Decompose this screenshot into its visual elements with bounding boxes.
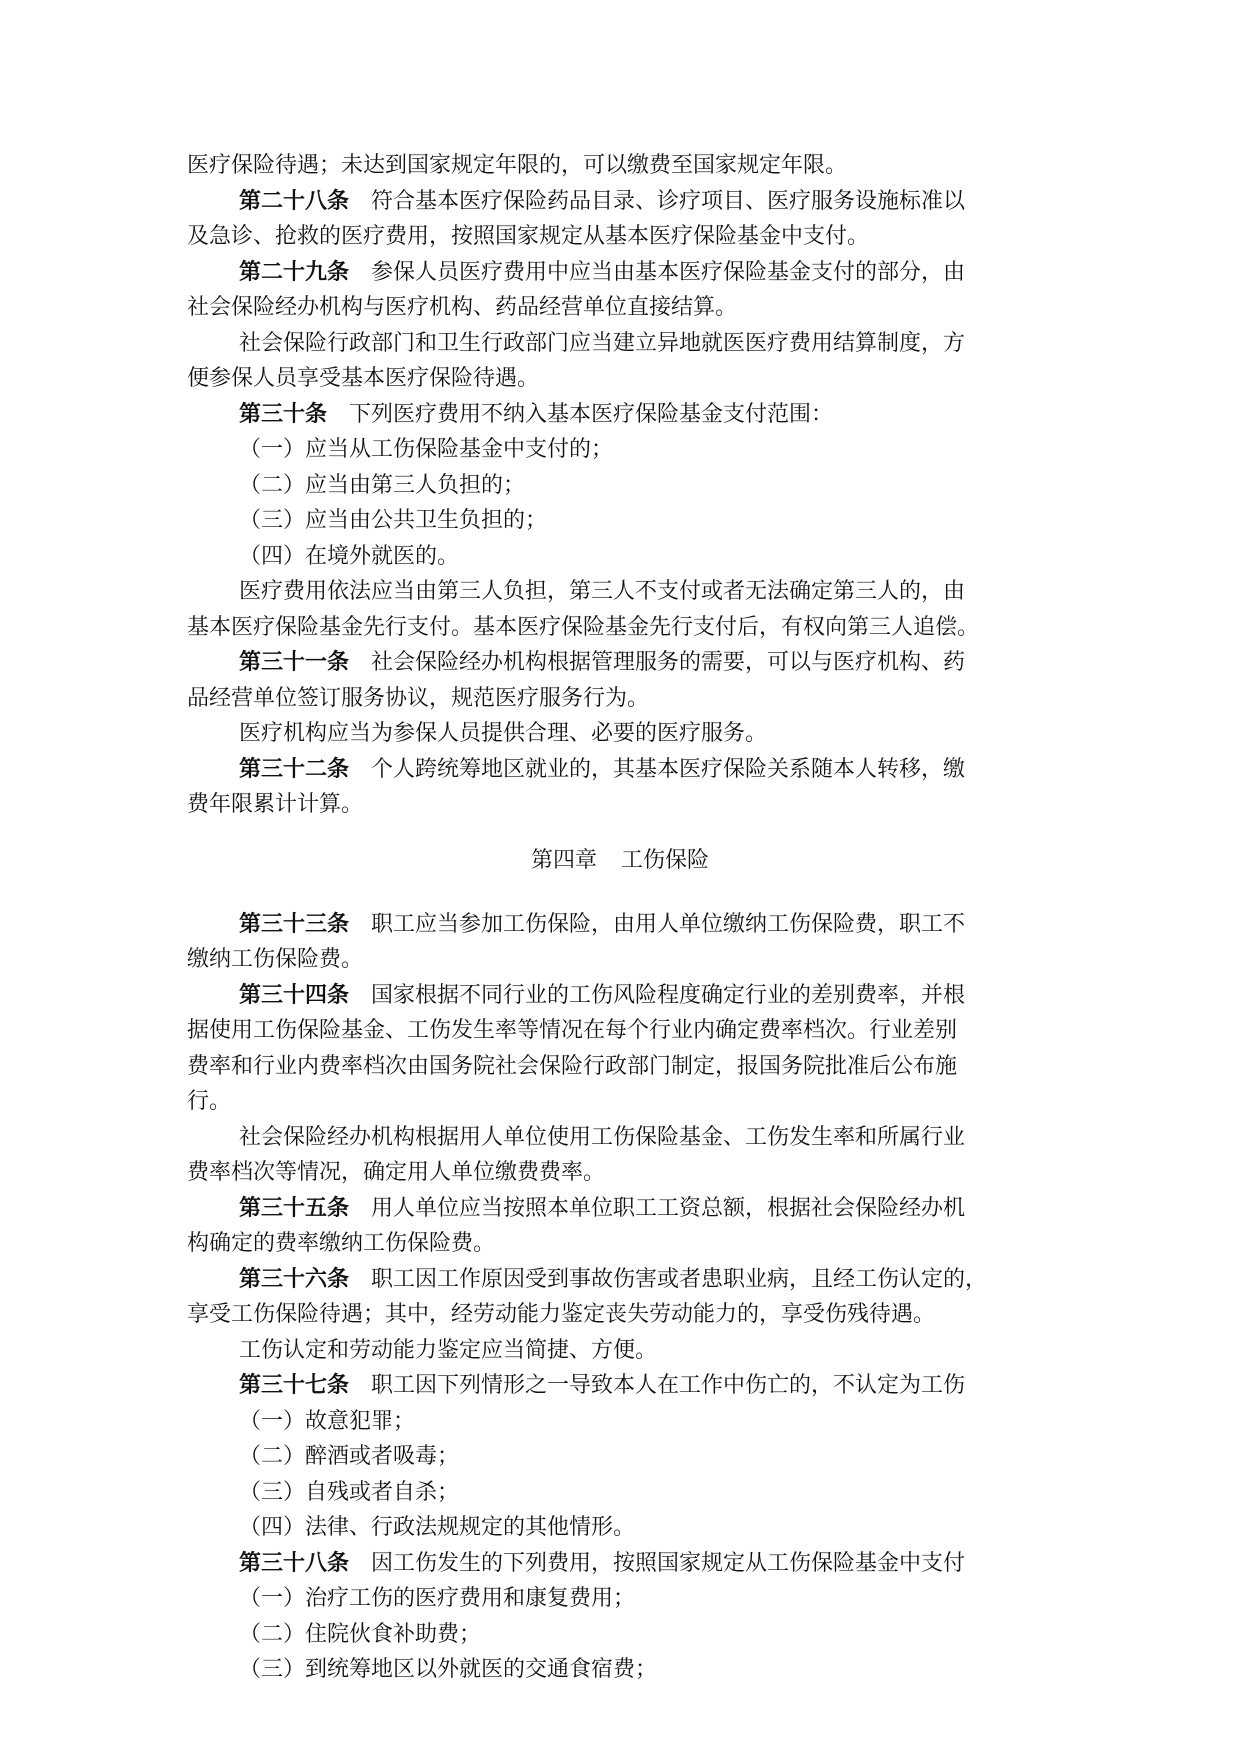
article-number: 第三十七条 [239,1372,350,1398]
text-line [187,1652,1053,1688]
line-text: 职工因工作原因受到事故伤害或者患职业病，且经工伤认定的， [371,1266,988,1292]
text-line [187,1120,1053,1156]
line-text: 用人单位应当按照本单位职工工资总额，根据社会保险经办机 [371,1195,966,1221]
document-body [187,148,1053,1688]
text-line [187,1191,1053,1227]
line-text: 构确定的费率缴纳工伤保险费。 [187,1231,496,1256]
text-line [187,255,1053,291]
text-line [187,645,1053,681]
text-line [187,290,1053,326]
line-text: （四）法律、行政法规规定的其他情形。 [239,1515,636,1540]
line-text: 国家根据不同行业的工伤风险程度确定行业的差别费率，并根 [371,982,966,1008]
text-line [187,1404,1053,1440]
line-text: （二）应当由第三人负担的； [239,472,526,498]
text-line [187,1013,1053,1049]
text-line [187,907,1053,943]
text-line [187,432,1053,468]
text-line [187,1155,1053,1191]
text-line [187,681,1053,717]
article-number: 第二十八条 [239,187,350,214]
line-text: 下列医疗费用不纳入基本医疗保险基金支付范围： [349,401,834,427]
line-text: 符合基本医疗保险药品目录、诊疗项目、医疗服务设施标准以 [371,188,966,214]
line-text: 费率档次等情况，确定用人单位缴费费率。 [187,1160,606,1185]
article-number: 第三十三条 [239,910,350,937]
text-line [187,610,1053,646]
line-text: 工伤认定和劳动能力鉴定应当简捷、方便。 [239,1337,658,1363]
text-line [187,978,1053,1014]
line-text: （一）治疗工伤的医疗费用和康复费用； [239,1586,636,1611]
text-line [187,1581,1053,1617]
line-text: 品经营单位签订服务协议，规范医疗服务行为。 [187,685,650,711]
chapter-title: 工伤保险 [621,847,710,873]
chapter-heading [187,843,1053,879]
text-line [187,574,1053,610]
article-number: 第三十二条 [239,755,350,782]
text-line [187,942,1053,978]
text-line [187,184,1053,220]
text-line [187,326,1053,362]
line-text: 个人跨统筹地区就业的，其基本医疗保险关系随本人转移，缴 [371,756,966,782]
text-line [187,397,1053,433]
line-text: （二）醉酒或者吸毒； [239,1444,460,1469]
text-block-medical-insurance [187,148,1053,823]
line-text: 费率和行业内费率档次由国务院社会保险行政部门制定，报国务院批准后公布施 [187,1053,958,1079]
line-text: （一）故意犯罪； [239,1408,416,1434]
text-line [187,219,1053,255]
text-line [187,1510,1053,1546]
line-text: （三）应当由公共卫生负担的； [239,508,548,533]
article-number: 第三十六条 [239,1265,350,1292]
text-line [187,787,1053,823]
text-line [187,148,1053,184]
line-text: （三）自残或者自杀； [239,1479,460,1505]
line-text: 医疗机构应当为参保人员提供合理、必要的医疗服务。 [239,721,768,746]
article-number: 第三十八条 [239,1549,350,1576]
line-text: （四）在境外就医的。 [239,543,460,569]
line-text: 参保人员医疗费用中应当由基本医疗保险基金支付的部分，由 [371,259,966,285]
line-text: 职工应当参加工伤保险，由用人单位缴纳工伤保险费，职工不 [371,911,966,937]
line-text: 社会保险经办机构根据用人单位使用工伤保险基金、工伤发生率和所属行业 [239,1124,966,1150]
line-text: 医疗保险待遇；未达到国家规定年限的，可以缴费至国家规定年限。 [187,153,848,178]
line-text: 职工因下列情形之一导致本人在工作中伤亡的，不认定为工伤 [371,1373,966,1398]
text-line [187,539,1053,575]
text-block-work-injury-insurance [187,907,1053,1688]
line-text: 便参保人员享受基本医疗保险待遇。 [187,366,540,391]
text-line [187,503,1053,539]
text-line [187,1439,1053,1475]
line-text: 费年限累计计算。 [187,792,364,817]
line-text: 社会保险经办机构与医疗机构、药品经营单位直接结算。 [187,295,738,320]
line-text: 医疗费用依法应当由第三人负担，第三人不支付或者无法确定第三人的，由 [239,579,966,604]
text-line [187,1368,1053,1404]
text-line [187,1226,1053,1262]
chapter-number: 第四章 [530,847,597,873]
line-text: 因工伤发生的下列费用，按照国家规定从工伤保险基金中支付 [371,1550,966,1576]
line-text: （三）到统筹地区以外就医的交通食宿费； [239,1657,658,1682]
article-number: 第三十五条 [239,1194,350,1221]
article-number: 第三十一条 [239,649,350,675]
text-line [187,1262,1053,1298]
text-line [187,1333,1053,1369]
text-line [187,1297,1053,1333]
line-text: （二）住院伙食补助费； [239,1621,482,1647]
article-number: 第三十条 [239,400,328,427]
text-line [187,361,1053,397]
text-line [187,1084,1053,1120]
line-text: 社会保险行政部门和卫生行政部门应当建立异地就医医疗费用结算制度，方 [239,330,966,356]
text-line [187,752,1053,788]
line-text: 社会保险经办机构根据管理服务的需要，可以与医疗机构、药 [371,650,966,675]
line-text: 据使用工伤保险基金、工伤发生率等情况在每个行业内确定费率档次。行业差别 [187,1018,958,1043]
text-line [187,716,1053,752]
article-number: 第二十九条 [239,258,350,285]
article-number: 第三十四条 [239,981,350,1008]
line-text: 缴纳工伤保险费。 [187,947,364,972]
line-text: 及急诊、抢救的医疗费用，按照国家规定从基本医疗保险基金中支付。 [187,224,870,249]
line-text: 享受工伤保险待遇；其中，经劳动能力鉴定丧失劳动能力的，享受伤残待遇。 [187,1302,936,1327]
line-text: 行。 [187,1089,232,1114]
text-line [187,1475,1053,1511]
line-text: 基本医疗保险基金先行支付。基本医疗保险基金先行支付后，有权向第三人追偿。 [187,614,980,640]
text-line [187,1546,1053,1582]
text-line [187,1049,1053,1085]
text-line [187,468,1053,504]
line-text: （一）应当从工伤保险基金中支付的； [239,437,614,462]
text-line [187,1617,1053,1653]
